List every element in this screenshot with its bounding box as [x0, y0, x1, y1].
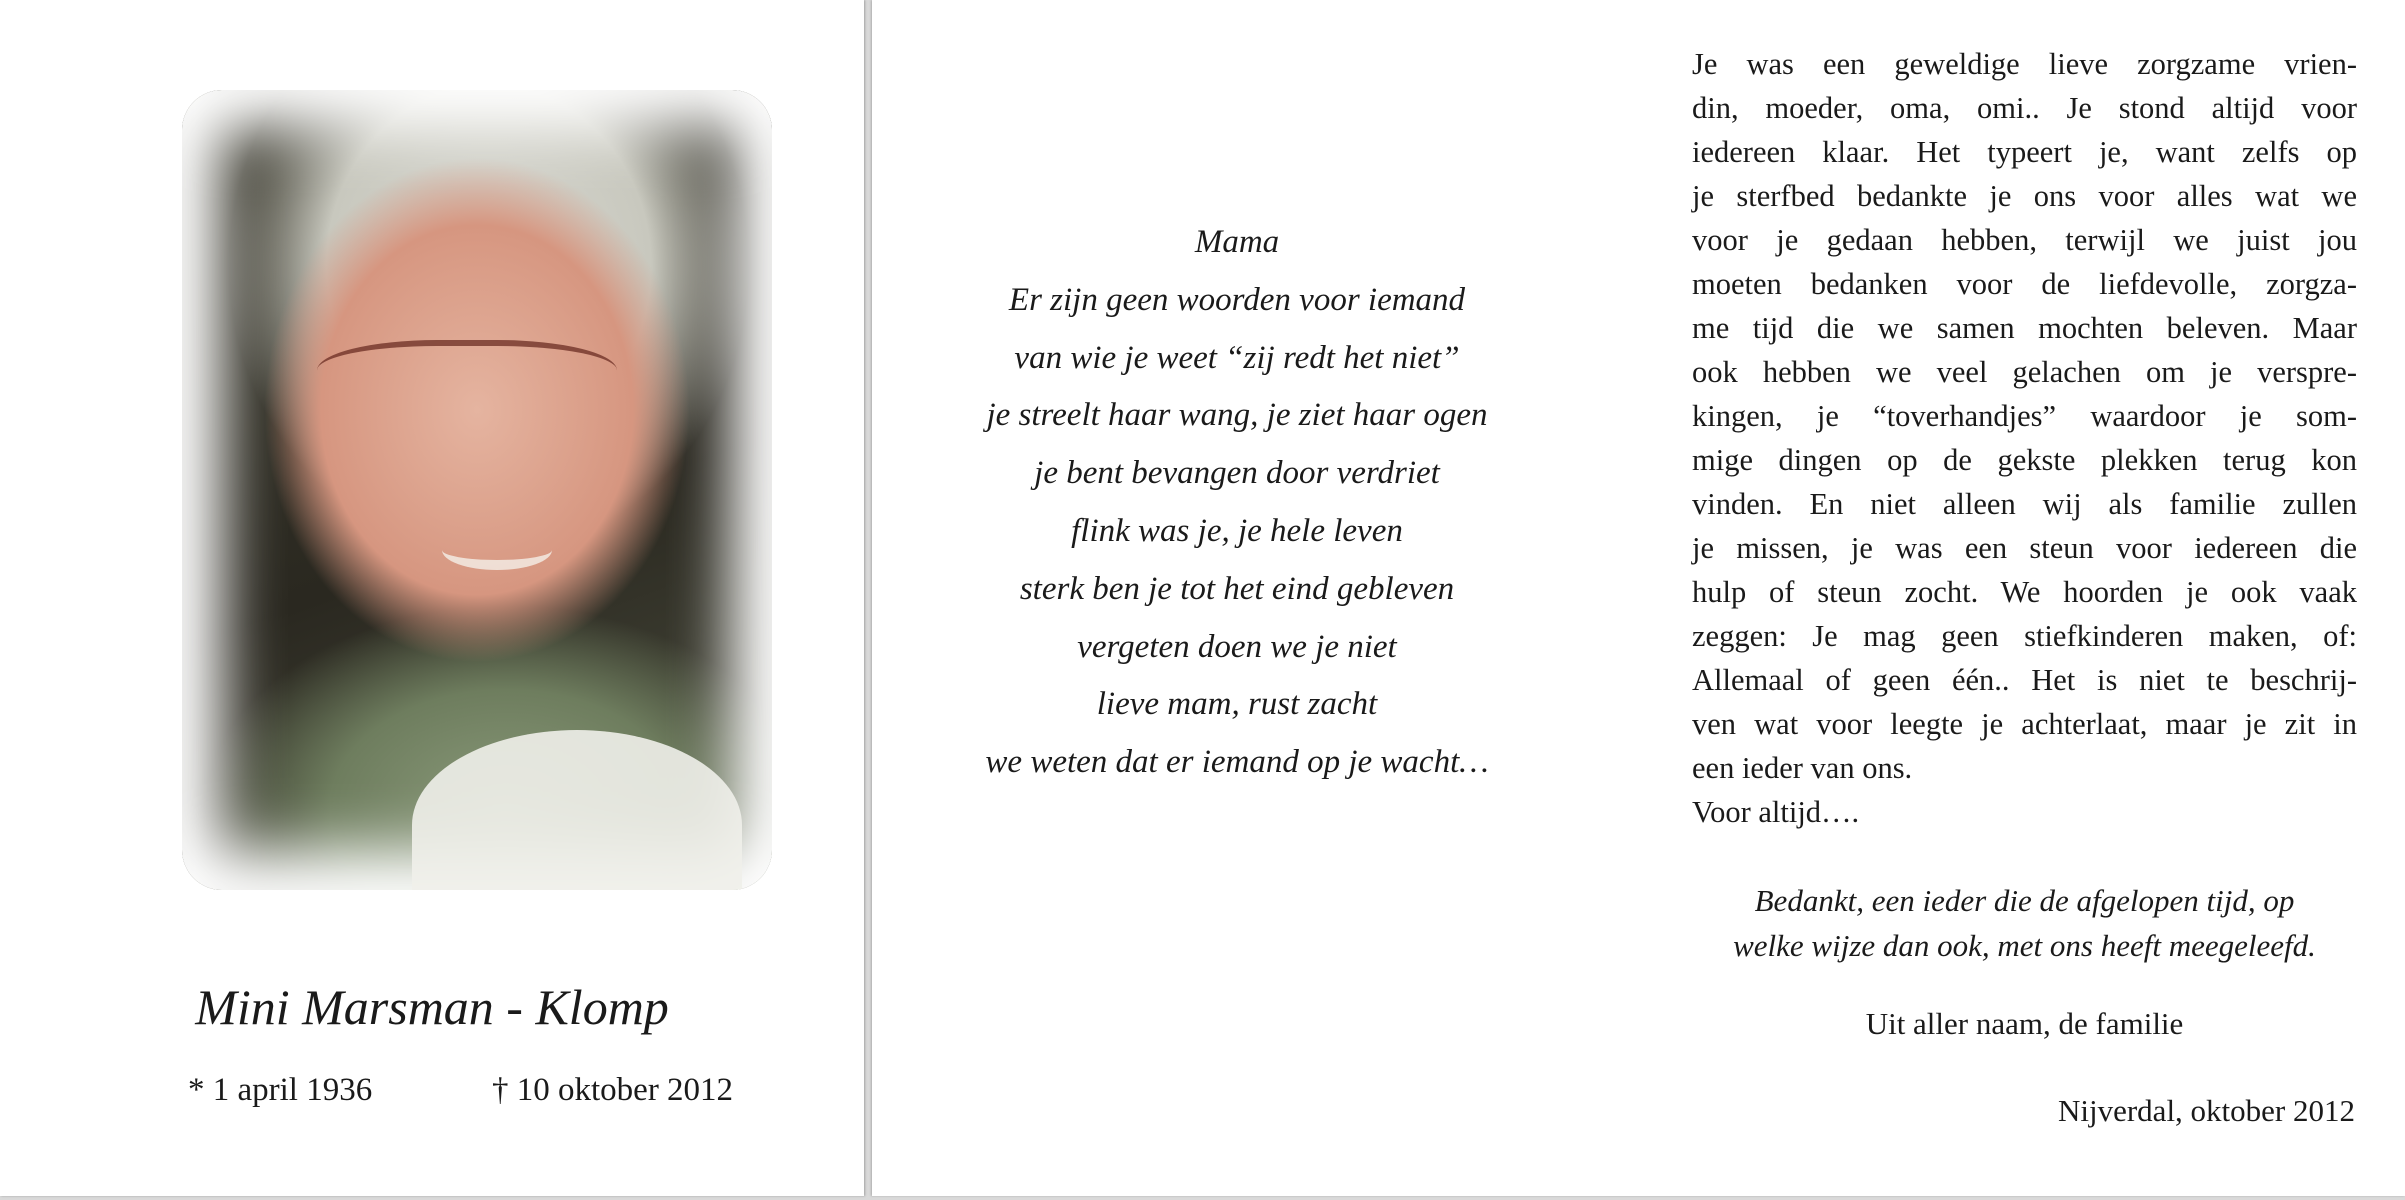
- tribute-line: zeggen: Je mag geen stiefkinderen maken, of:: [1692, 619, 2357, 653]
- birth-date: * 1 april 1936: [188, 1072, 373, 1108]
- poem-line: je streelt haar wang, je ziet haar ogen: [986, 397, 1488, 434]
- portrait-photo: [182, 90, 772, 890]
- photo-smile-detail: [442, 530, 552, 570]
- tribute-line: mige dingen op de gekste plekken terug kon: [1692, 443, 2357, 477]
- tribute-line: je sterfbed bedankte je ons voor alles wat we: [1692, 179, 2357, 213]
- place-date: Nijverdal, oktober 2012: [2057, 1093, 2355, 1128]
- memorial-card-front: [0, 0, 864, 1196]
- tribute-line: ven wat voor leegte je achterlaat, maar je zit in: [1692, 707, 2357, 741]
- poem-line: Mama: [1194, 224, 1280, 260]
- poem: [937, 214, 1537, 792]
- thanks-line: welke wijze dan ook, met ons heeft meegeleefd.: [1733, 928, 2316, 963]
- photo-glasses-detail: [317, 340, 617, 416]
- tribute-line: Voor altijd….: [1692, 795, 1860, 829]
- thanks-line: Bedankt, een ieder die de afgelopen tijd, op: [1754, 883, 2295, 918]
- tribute-line: je missen, je was een steun voor iedereen die: [1692, 531, 2357, 565]
- deceased-name: Mini Marsman - Klomp: [195, 979, 669, 1035]
- poem-line: van wie je weet “zij redt het niet”: [1014, 339, 1460, 376]
- tribute-line: Allemaal of geen één.. Het is niet te beschrij-: [1692, 663, 2357, 697]
- tribute-line: vinden. En niet alleen wij als familie zullen: [1692, 487, 2357, 521]
- tribute-line: kingen, je “toverhandjes” waardoor je som-: [1692, 399, 2357, 433]
- poem-line: Er zijn geen woorden voor iemand: [1008, 281, 1466, 318]
- tribute-line: hulp of steun zocht. We hoorden je ook vaak: [1692, 575, 2357, 609]
- death-date: † 10 oktober 2012: [492, 1072, 734, 1108]
- poem-line: we weten dat er iemand op je wacht…: [985, 744, 1489, 781]
- poem-line: sterk ben je tot het eind gebleven: [1019, 570, 1455, 607]
- tribute-text: [1692, 42, 2357, 834]
- poem-line: flink was je, je hele leven: [1071, 512, 1403, 549]
- tribute-line: ook hebben we veel gelachen om je verspre-: [1692, 355, 2357, 389]
- poem-line: je bent bevangen door verdriet: [1034, 455, 1440, 492]
- thanks-note: [1692, 878, 2357, 968]
- tribute-line: voor je gedaan hebben, terwijl we juist jou: [1692, 223, 2357, 257]
- tribute-line: me tijd die we samen mochten beleven. Maar: [1692, 311, 2357, 345]
- tribute-line: Je was een geweldige lieve zorgzame vrien-: [1692, 47, 2357, 81]
- poem-line: lieve mam, rust zacht: [1096, 686, 1378, 723]
- tribute-line: een ieder van ons.: [1692, 751, 1913, 785]
- photo-collar-detail: [412, 730, 742, 890]
- tribute-line: iedereen klaar. Het typeert je, want zelfs op: [1692, 135, 2357, 169]
- poem-line: vergeten doen we je niet: [1077, 628, 1397, 665]
- tribute-line: moeten bedanken voor de liefdevolle, zorgza-: [1692, 267, 2357, 301]
- family-signature: Uit aller naam, de familie: [1865, 1006, 2184, 1041]
- tribute-line: din, moeder, oma, omi.. Je stond altijd voor: [1692, 91, 2357, 125]
